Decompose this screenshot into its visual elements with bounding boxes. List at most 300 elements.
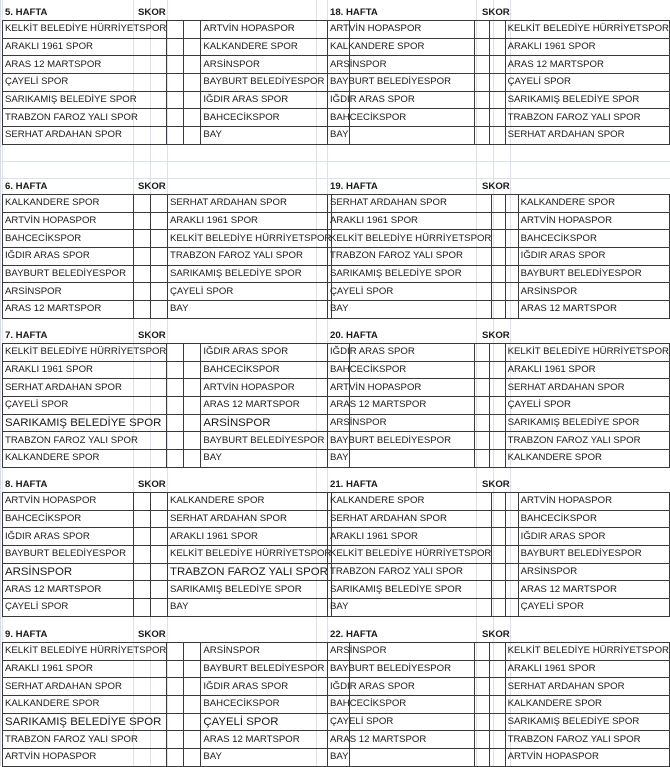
score-header: SKOR bbox=[138, 181, 166, 192]
home-team-cell[interactable]: BAY bbox=[328, 450, 475, 468]
away-team-cell[interactable]: KELKİT BELEDİYE HÜRRİYETSPOR bbox=[168, 546, 332, 564]
away-team-cell[interactable]: ÇAYELİ SPOR bbox=[505, 397, 669, 415]
home-team-cell[interactable]: ARAS 12 MARTSPOR bbox=[3, 56, 167, 74]
away-team-cell[interactable]: ARTVİN HOPASPOR bbox=[518, 493, 669, 511]
home-team-cell[interactable]: BAHCECİKSPOR bbox=[328, 361, 475, 379]
away-score-cell[interactable] bbox=[184, 38, 201, 56]
home-team-cell[interactable]: KALKANDERE SPOR bbox=[3, 195, 134, 213]
away-score-cell[interactable] bbox=[490, 109, 505, 127]
home-score-cell[interactable] bbox=[167, 643, 184, 661]
home-team-cell[interactable]: TRABZON FAROZ YALI SPOR bbox=[328, 248, 492, 266]
home-score-cell[interactable] bbox=[167, 379, 184, 397]
home-score-cell[interactable] bbox=[474, 432, 489, 450]
home-team-cell[interactable]: ÇAYELİ SPOR bbox=[3, 599, 134, 617]
away-score-cell[interactable] bbox=[184, 344, 201, 362]
away-team-cell[interactable]: IĞDIR ARAS SPOR bbox=[201, 678, 350, 696]
home-score-cell[interactable] bbox=[492, 493, 505, 511]
away-score-cell[interactable] bbox=[184, 713, 201, 731]
home-team-cell[interactable]: ARTVİN HOPASPOR bbox=[328, 21, 475, 39]
away-score-cell[interactable] bbox=[490, 38, 505, 56]
home-team-cell[interactable]: IĞDIR ARAS SPOR bbox=[3, 248, 134, 266]
home-score-cell[interactable] bbox=[492, 212, 505, 230]
away-team-cell[interactable]: BAYBURT BELEDİYESPOR bbox=[518, 265, 669, 283]
away-score-cell[interactable] bbox=[505, 493, 518, 511]
home-score-cell[interactable] bbox=[474, 127, 489, 145]
home-team-cell[interactable]: ARAKLI 1961 SPOR bbox=[328, 528, 492, 546]
away-score-cell[interactable] bbox=[505, 212, 518, 230]
home-team-cell[interactable]: BAYBURT BELEDİYESPOR bbox=[328, 74, 475, 92]
away-score-cell[interactable] bbox=[490, 643, 505, 661]
away-score-cell[interactable] bbox=[505, 283, 518, 301]
away-team-cell[interactable]: BAYBURT BELEDİYESPOR bbox=[201, 660, 350, 678]
home-score-cell[interactable] bbox=[492, 528, 505, 546]
home-score-cell[interactable] bbox=[492, 301, 505, 319]
fixture-table bbox=[327, 492, 670, 617]
home-team-cell[interactable]: BAY bbox=[328, 749, 475, 767]
match-row bbox=[328, 195, 670, 213]
away-score-cell[interactable] bbox=[151, 563, 168, 581]
home-team-cell[interactable]: BAHCECİKSPOR bbox=[3, 230, 134, 248]
home-team-cell[interactable]: SARIKAMIŞ BELEDİYE SPOR bbox=[3, 414, 167, 432]
away-score-cell[interactable] bbox=[184, 643, 201, 661]
home-score-cell[interactable] bbox=[474, 361, 489, 379]
away-team-cell[interactable]: ARTVİN HOPASPOR bbox=[201, 379, 350, 397]
away-team-cell[interactable]: KELKİT BELEDİYE HÜRRİYETSPOR bbox=[505, 344, 669, 362]
home-score-cell[interactable] bbox=[474, 109, 489, 127]
home-score-cell[interactable] bbox=[134, 195, 151, 213]
home-team-cell[interactable]: BAYBURT BELEDİYESPOR bbox=[328, 432, 475, 450]
away-score-cell[interactable] bbox=[184, 414, 201, 432]
away-score-cell[interactable] bbox=[490, 450, 505, 468]
home-score-cell[interactable] bbox=[474, 56, 489, 74]
home-team-cell[interactable]: ARTVİN HOPASPOR bbox=[3, 493, 134, 511]
away-team-cell[interactable]: ARSİNSPOR bbox=[201, 643, 350, 661]
away-score-cell[interactable] bbox=[490, 56, 505, 74]
away-score-cell[interactable] bbox=[505, 599, 518, 617]
away-team-cell[interactable]: BAYBURT BELEDİYESPOR bbox=[201, 74, 350, 92]
home-team-cell[interactable]: ARAKLI 1961 SPOR bbox=[3, 660, 167, 678]
home-team-cell[interactable]: ARAKLI 1961 SPOR bbox=[3, 361, 167, 379]
away-team-cell[interactable]: KALKANDERE SPOR bbox=[518, 195, 669, 213]
away-team-cell[interactable]: KALKANDERE SPOR bbox=[505, 450, 669, 468]
home-team-cell[interactable]: TRABZON FAROZ YALI SPOR bbox=[3, 731, 167, 749]
away-team-cell[interactable]: ARTVİN HOPASPOR bbox=[518, 212, 669, 230]
away-team-cell[interactable]: TRABZON FAROZ YALI SPOR bbox=[505, 432, 669, 450]
home-team-cell[interactable]: ARSİNSPOR bbox=[328, 643, 475, 661]
home-team-cell[interactable]: ARTVİN HOPASPOR bbox=[3, 749, 167, 767]
away-score-cell[interactable] bbox=[151, 301, 168, 319]
home-team-cell[interactable]: ARAS 12 MARTSPOR bbox=[328, 731, 475, 749]
away-score-cell[interactable] bbox=[184, 91, 201, 109]
home-team-cell[interactable]: SERHAT ARDAHAN SPOR bbox=[3, 379, 167, 397]
away-score-cell[interactable] bbox=[184, 21, 201, 39]
home-team-cell[interactable]: IĞDIR ARAS SPOR bbox=[3, 528, 134, 546]
away-team-cell[interactable]: TRABZON FAROZ YALI SPOR bbox=[168, 248, 332, 266]
home-score-cell[interactable] bbox=[474, 344, 489, 362]
away-team-cell[interactable]: BAY bbox=[168, 599, 332, 617]
home-team-cell[interactable]: ÇAYELİ SPOR bbox=[3, 397, 167, 415]
away-score-cell[interactable] bbox=[490, 678, 505, 696]
home-score-cell[interactable] bbox=[134, 599, 151, 617]
home-team-cell[interactable]: KELKİT BELEDİYE HÜRRİYETSPOR bbox=[328, 546, 492, 564]
away-team-cell[interactable]: TRABZON FAROZ YALI SPOR bbox=[505, 731, 669, 749]
home-team-cell[interactable]: SERHAT ARDAHAN SPOR bbox=[3, 678, 167, 696]
away-score-cell[interactable] bbox=[151, 230, 168, 248]
away-score-cell[interactable] bbox=[184, 749, 201, 767]
away-score-cell[interactable] bbox=[184, 109, 201, 127]
home-score-cell[interactable] bbox=[492, 510, 505, 528]
away-score-cell[interactable] bbox=[184, 660, 201, 678]
home-team-cell[interactable]: ARAS 12 MARTSPOR bbox=[328, 397, 475, 415]
home-score-cell[interactable] bbox=[134, 528, 151, 546]
home-team-cell[interactable]: BAY bbox=[328, 127, 475, 145]
home-team-cell[interactable]: ARAS 12 MARTSPOR bbox=[3, 581, 134, 599]
away-team-cell[interactable]: BAHCECİKSPOR bbox=[518, 230, 669, 248]
away-score-cell[interactable] bbox=[184, 379, 201, 397]
away-score-cell[interactable] bbox=[184, 56, 201, 74]
away-team-cell[interactable]: SERHAT ARDAHAN SPOR bbox=[168, 510, 332, 528]
away-score-cell[interactable] bbox=[151, 546, 168, 564]
home-score-cell[interactable] bbox=[167, 731, 184, 749]
match-row bbox=[3, 493, 332, 511]
away-team-cell[interactable]: ARSİNSPOR bbox=[201, 56, 350, 74]
away-score-cell[interactable] bbox=[505, 195, 518, 213]
away-team-cell[interactable]: BAHCECİKSPOR bbox=[201, 696, 350, 714]
away-score-cell[interactable] bbox=[151, 265, 168, 283]
match-row bbox=[328, 283, 670, 301]
away-team-cell[interactable]: SARIKAMIŞ BELEDİYE SPOR bbox=[505, 91, 669, 109]
home-score-cell[interactable] bbox=[167, 344, 184, 362]
home-score-cell[interactable] bbox=[474, 38, 489, 56]
home-team-cell[interactable]: SARIKAMIŞ BELEDİYE SPOR bbox=[328, 581, 492, 599]
away-team-cell[interactable]: BAY bbox=[201, 749, 350, 767]
away-team-cell[interactable]: ÇAYELİ SPOR bbox=[168, 283, 332, 301]
away-team-cell[interactable]: ARAKLI 1961 SPOR bbox=[168, 212, 332, 230]
home-score-cell[interactable] bbox=[167, 660, 184, 678]
away-score-cell[interactable] bbox=[151, 599, 168, 617]
home-team-cell[interactable]: ARSİNSPOR bbox=[3, 563, 134, 581]
home-team-cell[interactable]: SARIKAMIŞ BELEDİYE SPOR bbox=[328, 265, 492, 283]
week-header bbox=[2, 327, 316, 344]
away-score-cell[interactable] bbox=[151, 248, 168, 266]
home-score-cell[interactable] bbox=[492, 230, 505, 248]
away-team-cell[interactable]: SARIKAMIŞ BELEDİYE SPOR bbox=[505, 414, 669, 432]
away-team-cell[interactable]: ARSİNSPOR bbox=[518, 283, 669, 301]
away-team-cell[interactable]: ÇAYELİ SPOR bbox=[505, 74, 669, 92]
away-team-cell[interactable]: SERHAT ARDAHAN SPOR bbox=[168, 195, 332, 213]
home-score-cell[interactable] bbox=[167, 21, 184, 39]
home-team-cell[interactable]: BAHCECİKSPOR bbox=[328, 109, 475, 127]
away-score-cell[interactable] bbox=[490, 361, 505, 379]
away-score-cell[interactable] bbox=[151, 528, 168, 546]
match-row bbox=[3, 265, 332, 283]
home-team-cell[interactable]: SERHAT ARDAHAN SPOR bbox=[328, 195, 492, 213]
match-row bbox=[3, 546, 332, 564]
away-score-cell[interactable] bbox=[490, 344, 505, 362]
home-team-cell[interactable]: IĞDIR ARAS SPOR bbox=[328, 678, 475, 696]
away-team-cell[interactable]: ARAKLI 1961 SPOR bbox=[505, 361, 669, 379]
away-score-cell[interactable] bbox=[490, 731, 505, 749]
home-team-cell[interactable]: ÇAYELİ SPOR bbox=[3, 74, 167, 92]
home-score-cell[interactable] bbox=[474, 696, 489, 714]
home-score-cell[interactable] bbox=[492, 581, 505, 599]
match-row bbox=[3, 450, 350, 468]
away-score-cell[interactable] bbox=[151, 493, 168, 511]
away-score-cell[interactable] bbox=[184, 731, 201, 749]
away-team-cell[interactable]: ARTVİN HOPASPOR bbox=[201, 21, 350, 39]
away-team-cell[interactable]: ARSİNSPOR bbox=[518, 563, 669, 581]
away-team-cell[interactable]: SARIKAMIŞ BELEDİYE SPOR bbox=[168, 581, 332, 599]
home-team-cell[interactable]: BAYBURT BELEDİYESPOR bbox=[3, 265, 134, 283]
away-team-cell[interactable]: IĞDIR ARAS SPOR bbox=[518, 248, 669, 266]
away-score-cell[interactable] bbox=[505, 563, 518, 581]
home-team-cell[interactable]: SARIKAMIŞ BELEDİYE SPOR bbox=[3, 713, 167, 731]
home-team-cell[interactable]: KELKİT BELEDİYE HÜRRİYETSPOR bbox=[3, 344, 167, 362]
away-team-cell[interactable]: ARAKLI 1961 SPOR bbox=[168, 528, 332, 546]
home-team-cell[interactable]: SARIKAMIŞ BELEDİYE SPOR bbox=[3, 91, 167, 109]
home-score-cell[interactable] bbox=[474, 749, 489, 767]
home-team-cell[interactable]: ARAS 12 MARTSPOR bbox=[3, 301, 134, 319]
home-team-cell[interactable]: ARSİNSPOR bbox=[328, 56, 475, 74]
home-score-cell[interactable] bbox=[167, 696, 184, 714]
away-team-cell[interactable]: ÇAYELİ SPOR bbox=[518, 599, 669, 617]
away-team-cell[interactable]: ARAS 12 MARTSPOR bbox=[518, 581, 669, 599]
home-score-cell[interactable] bbox=[134, 301, 151, 319]
away-team-cell[interactable]: SARIKAMIŞ BELEDİYE SPOR bbox=[505, 713, 669, 731]
away-score-cell[interactable] bbox=[490, 379, 505, 397]
home-team-cell[interactable]: BAYBURT BELEDİYESPOR bbox=[3, 546, 134, 564]
away-team-cell[interactable]: BAHCECİKSPOR bbox=[201, 109, 350, 127]
home-score-cell[interactable] bbox=[474, 397, 489, 415]
away-score-cell[interactable] bbox=[490, 74, 505, 92]
away-team-cell[interactable]: BAYBURT BELEDİYESPOR bbox=[518, 546, 669, 564]
home-score-cell[interactable] bbox=[134, 546, 151, 564]
away-score-cell[interactable] bbox=[490, 749, 505, 767]
home-team-cell[interactable]: IĞDIR ARAS SPOR bbox=[328, 91, 475, 109]
away-team-cell[interactable]: TRABZON FAROZ YALI SPOR bbox=[168, 563, 332, 581]
away-score-cell[interactable] bbox=[490, 397, 505, 415]
home-score-cell[interactable] bbox=[167, 74, 184, 92]
away-score-cell[interactable] bbox=[184, 361, 201, 379]
home-team-cell[interactable]: ARTVİN HOPASPOR bbox=[3, 212, 134, 230]
away-team-cell[interactable]: SARIKAMIŞ BELEDİYE SPOR bbox=[168, 265, 332, 283]
away-score-cell[interactable] bbox=[184, 432, 201, 450]
home-score-cell[interactable] bbox=[492, 265, 505, 283]
home-score-cell[interactable] bbox=[134, 265, 151, 283]
home-team-cell[interactable]: ARSİNSPOR bbox=[328, 414, 475, 432]
home-score-cell[interactable] bbox=[474, 678, 489, 696]
home-team-cell[interactable]: BAHCECİKSPOR bbox=[3, 510, 134, 528]
home-team-cell[interactable]: TRABZON FAROZ YALI SPOR bbox=[3, 109, 167, 127]
away-team-cell[interactable]: KALKANDERE SPOR bbox=[168, 493, 332, 511]
away-team-cell[interactable]: ARAS 12 MARTSPOR bbox=[201, 731, 350, 749]
away-team-cell[interactable]: KELKİT BELEDİYE HÜRRİYETSPOR bbox=[168, 230, 332, 248]
match-row bbox=[328, 230, 670, 248]
home-team-cell[interactable]: IĞDIR ARAS SPOR bbox=[328, 344, 475, 362]
away-team-cell[interactable]: ARSİNSPOR bbox=[201, 414, 350, 432]
away-score-cell[interactable] bbox=[151, 581, 168, 599]
away-score-cell[interactable] bbox=[151, 510, 168, 528]
away-team-cell[interactable]: ARAS 12 MARTSPOR bbox=[518, 301, 669, 319]
home-score-cell[interactable] bbox=[134, 230, 151, 248]
home-team-cell[interactable]: BAHCECİKSPOR bbox=[328, 696, 475, 714]
home-team-cell[interactable]: KALKANDERE SPOR bbox=[3, 696, 167, 714]
away-team-cell[interactable]: KALKANDERE SPOR bbox=[201, 38, 350, 56]
away-team-cell[interactable]: BAY bbox=[168, 301, 332, 319]
week-header bbox=[327, 4, 670, 21]
home-team-cell[interactable]: ÇAYELİ SPOR bbox=[328, 713, 475, 731]
away-score-cell[interactable] bbox=[505, 301, 518, 319]
home-score-cell[interactable] bbox=[492, 599, 505, 617]
home-score-cell[interactable] bbox=[492, 546, 505, 564]
away-score-cell[interactable] bbox=[490, 696, 505, 714]
home-team-cell[interactable]: SERHAT ARDAHAN SPOR bbox=[3, 127, 167, 145]
home-score-cell[interactable] bbox=[167, 56, 184, 74]
away-team-cell[interactable]: IĞDIR ARAS SPOR bbox=[201, 344, 350, 362]
away-score-cell[interactable] bbox=[184, 696, 201, 714]
home-score-cell[interactable] bbox=[474, 713, 489, 731]
away-team-cell[interactable]: IĞDIR ARAS SPOR bbox=[201, 91, 350, 109]
home-score-cell[interactable] bbox=[492, 563, 505, 581]
away-team-cell[interactable]: ARAS 12 MARTSPOR bbox=[201, 397, 350, 415]
week-header bbox=[327, 626, 670, 643]
home-score-cell[interactable] bbox=[167, 38, 184, 56]
home-score-cell[interactable] bbox=[474, 450, 489, 468]
home-team-cell[interactable]: ARAKLI 1961 SPOR bbox=[3, 38, 167, 56]
score-header: SKOR bbox=[138, 479, 166, 490]
away-team-cell[interactable]: SERHAT ARDAHAN SPOR bbox=[505, 379, 669, 397]
home-score-cell[interactable] bbox=[167, 450, 184, 468]
away-score-cell[interactable] bbox=[505, 581, 518, 599]
home-score-cell[interactable] bbox=[492, 248, 505, 266]
home-score-cell[interactable] bbox=[474, 414, 489, 432]
away-team-cell[interactable]: ARTVİN HOPASPOR bbox=[505, 749, 669, 767]
home-score-cell[interactable] bbox=[134, 283, 151, 301]
home-score-cell[interactable] bbox=[474, 74, 489, 92]
home-score-cell[interactable] bbox=[167, 109, 184, 127]
away-score-cell[interactable] bbox=[184, 397, 201, 415]
home-score-cell[interactable] bbox=[474, 643, 489, 661]
home-score-cell[interactable] bbox=[134, 581, 151, 599]
away-team-cell[interactable]: ARAS 12 MARTSPOR bbox=[505, 56, 669, 74]
away-score-cell[interactable] bbox=[490, 21, 505, 39]
home-team-cell[interactable]: KELKİT BELEDİYE HÜRRİYETSPOR bbox=[3, 21, 167, 39]
away-team-cell[interactable]: KELKİT BELEDİYE HÜRRİYETSPOR bbox=[505, 643, 669, 661]
home-team-cell[interactable]: TRABZON FAROZ YALI SPOR bbox=[3, 432, 167, 450]
home-score-cell[interactable] bbox=[167, 678, 184, 696]
away-score-cell[interactable] bbox=[490, 432, 505, 450]
away-score-cell[interactable] bbox=[490, 660, 505, 678]
home-score-cell[interactable] bbox=[492, 195, 505, 213]
home-team-cell[interactable]: SERHAT ARDAHAN SPOR bbox=[328, 510, 492, 528]
away-score-cell[interactable] bbox=[490, 414, 505, 432]
away-score-cell[interactable] bbox=[490, 713, 505, 731]
away-score-cell[interactable] bbox=[184, 127, 201, 145]
away-team-cell[interactable]: KALKANDERE SPOR bbox=[505, 696, 669, 714]
home-team-cell[interactable]: KALKANDERE SPOR bbox=[3, 450, 167, 468]
home-score-cell[interactable] bbox=[492, 283, 505, 301]
home-score-cell[interactable] bbox=[134, 563, 151, 581]
away-team-cell[interactable]: BAHCECİKSPOR bbox=[201, 361, 350, 379]
away-score-cell[interactable] bbox=[184, 678, 201, 696]
home-score-cell[interactable] bbox=[134, 248, 151, 266]
away-team-cell[interactable]: ÇAYELİ SPOR bbox=[201, 713, 350, 731]
home-team-cell[interactable]: ÇAYELİ SPOR bbox=[328, 283, 492, 301]
match-row bbox=[328, 713, 670, 731]
away-score-cell[interactable] bbox=[490, 127, 505, 145]
score-header: SKOR bbox=[482, 479, 510, 490]
home-score-cell[interactable] bbox=[167, 749, 184, 767]
home-team-cell[interactable]: TRABZON FAROZ YALI SPOR bbox=[328, 563, 492, 581]
away-score-cell[interactable] bbox=[184, 74, 201, 92]
home-score-cell[interactable] bbox=[167, 432, 184, 450]
week-title: 7. HAFTA bbox=[5, 330, 48, 341]
away-team-cell[interactable]: BAHCECİKSPOR bbox=[518, 510, 669, 528]
away-score-cell[interactable] bbox=[151, 212, 168, 230]
home-score-cell[interactable] bbox=[167, 127, 184, 145]
home-team-cell[interactable]: ARSİNSPOR bbox=[3, 283, 134, 301]
home-score-cell[interactable] bbox=[474, 660, 489, 678]
home-score-cell[interactable] bbox=[167, 414, 184, 432]
home-score-cell[interactable] bbox=[474, 91, 489, 109]
match-row bbox=[3, 21, 350, 39]
away-team-cell[interactable]: BAY bbox=[201, 127, 350, 145]
home-score-cell[interactable] bbox=[474, 21, 489, 39]
away-team-cell[interactable]: KELKİT BELEDİYE HÜRRİYETSPOR bbox=[505, 21, 669, 39]
away-team-cell[interactable]: ARAKLI 1961 SPOR bbox=[505, 38, 669, 56]
home-score-cell[interactable] bbox=[167, 397, 184, 415]
home-score-cell[interactable] bbox=[167, 91, 184, 109]
fixture-table bbox=[327, 194, 670, 319]
home-score-cell[interactable] bbox=[167, 361, 184, 379]
away-team-cell[interactable]: BAYBURT BELEDİYESPOR bbox=[201, 432, 350, 450]
home-team-cell[interactable]: ARAKLI 1961 SPOR bbox=[328, 212, 492, 230]
away-team-cell[interactable]: SERHAT ARDAHAN SPOR bbox=[505, 127, 669, 145]
home-team-cell[interactable]: ARTVİN HOPASPOR bbox=[328, 379, 475, 397]
home-score-cell[interactable] bbox=[134, 493, 151, 511]
home-score-cell[interactable] bbox=[474, 379, 489, 397]
home-team-cell[interactable]: BAY bbox=[328, 301, 492, 319]
away-team-cell[interactable]: BAY bbox=[201, 450, 350, 468]
away-score-cell[interactable] bbox=[184, 450, 201, 468]
home-team-cell[interactable]: KELKİT BELEDİYE HÜRRİYETSPOR bbox=[328, 230, 492, 248]
home-score-cell[interactable] bbox=[474, 731, 489, 749]
away-score-cell[interactable] bbox=[505, 248, 518, 266]
away-score-cell[interactable] bbox=[505, 510, 518, 528]
home-score-cell[interactable] bbox=[134, 510, 151, 528]
away-team-cell[interactable]: TRABZON FAROZ YALI SPOR bbox=[505, 109, 669, 127]
away-score-cell[interactable] bbox=[151, 283, 168, 301]
match-row bbox=[328, 731, 670, 749]
away-score-cell[interactable] bbox=[505, 265, 518, 283]
home-team-cell[interactable]: KALKANDERE SPOR bbox=[328, 493, 492, 511]
away-team-cell[interactable]: ARAKLI 1961 SPOR bbox=[505, 660, 669, 678]
home-score-cell[interactable] bbox=[134, 212, 151, 230]
away-score-cell[interactable] bbox=[505, 230, 518, 248]
away-score-cell[interactable] bbox=[490, 91, 505, 109]
away-score-cell[interactable] bbox=[505, 528, 518, 546]
away-score-cell[interactable] bbox=[151, 195, 168, 213]
home-score-cell[interactable] bbox=[167, 713, 184, 731]
away-team-cell[interactable]: SERHAT ARDAHAN SPOR bbox=[505, 678, 669, 696]
home-team-cell[interactable]: KELKİT BELEDİYE HÜRRİYETSPOR bbox=[3, 643, 167, 661]
week-title: 5. HAFTA bbox=[5, 7, 48, 18]
home-team-cell[interactable]: BAY bbox=[328, 599, 492, 617]
home-team-cell[interactable]: BAYBURT BELEDİYESPOR bbox=[328, 660, 475, 678]
home-team-cell[interactable]: KALKANDERE SPOR bbox=[328, 38, 475, 56]
away-score-cell[interactable] bbox=[505, 546, 518, 564]
away-team-cell[interactable]: IĞDIR ARAS SPOR bbox=[518, 528, 669, 546]
